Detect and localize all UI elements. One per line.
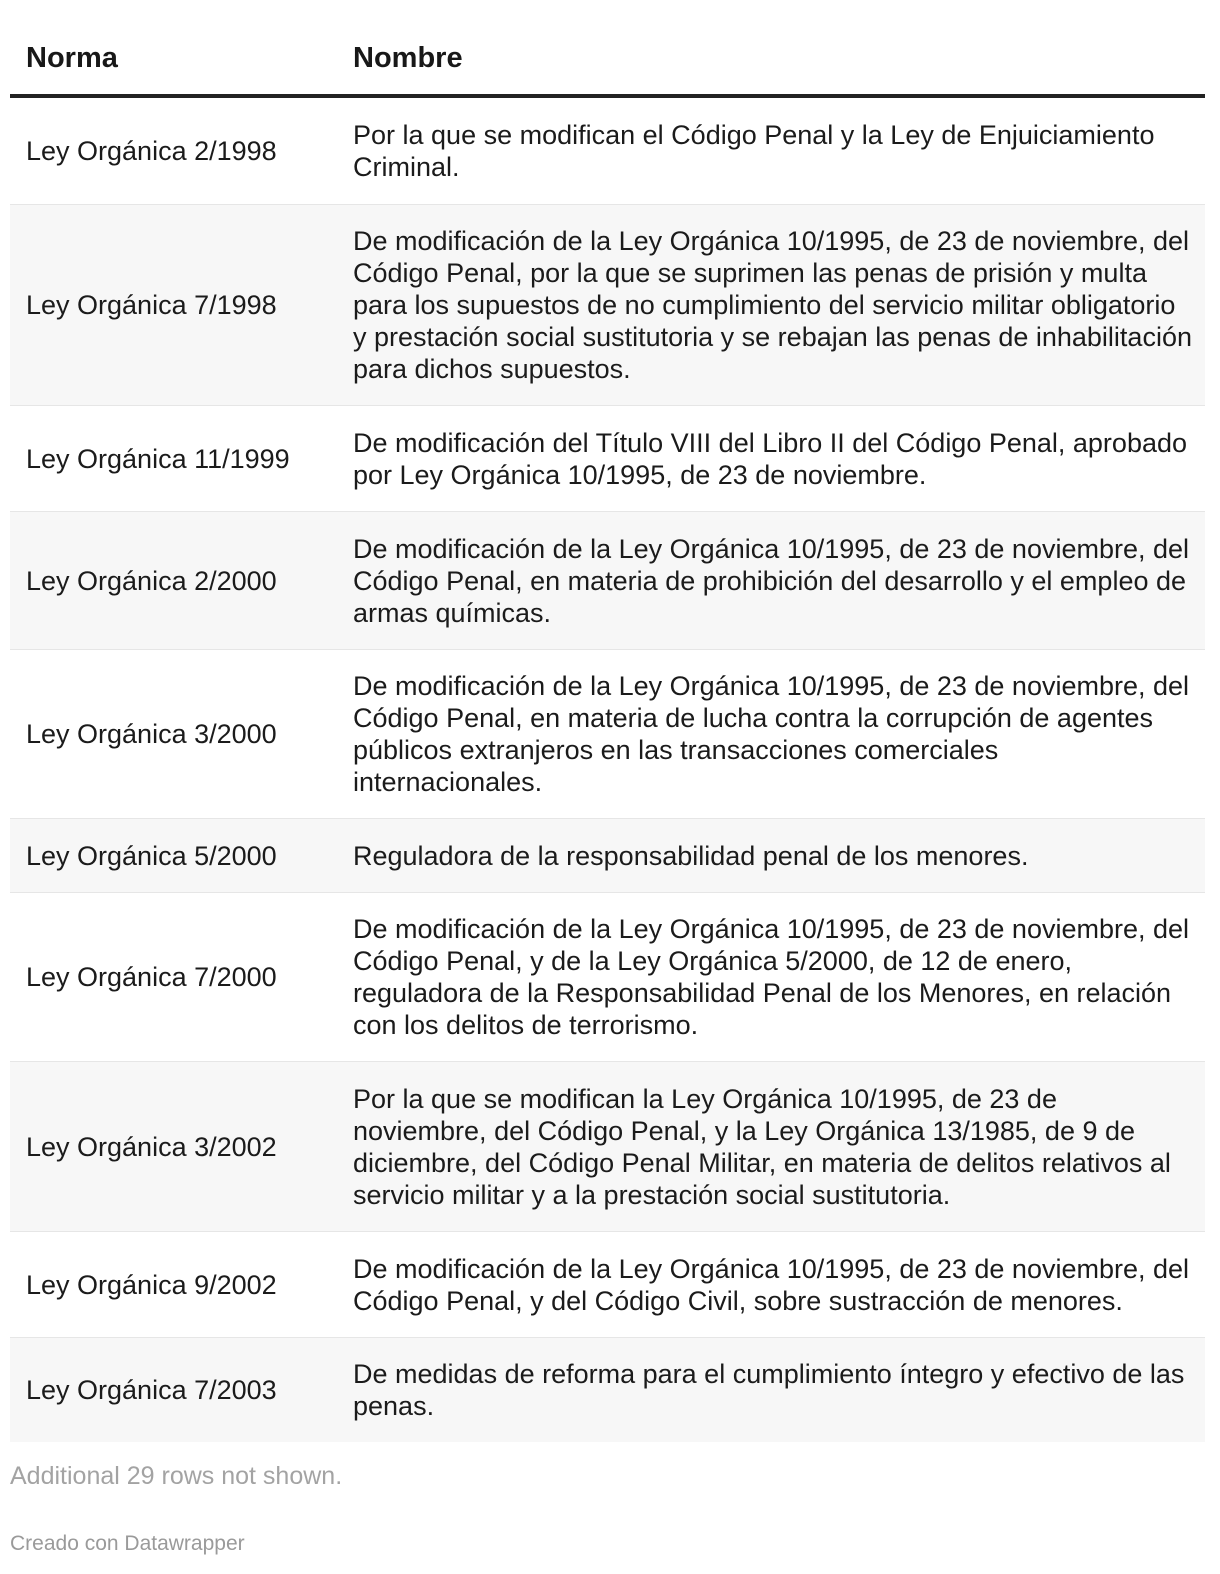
cell-norma: Ley Orgánica 2/1998 xyxy=(26,136,277,166)
cell-nombre: De modificación del Título VIII del Libro II del Código Penal, aprobado por Ley Orgánica 10/1995, de 23 de noviembre. xyxy=(353,427,1188,490)
table-row xyxy=(10,98,1205,205)
cell-norma: Ley Orgánica 7/1998 xyxy=(26,290,277,320)
table-header xyxy=(10,0,1205,98)
cell-norma: Ley Orgánica 5/2000 xyxy=(26,840,277,871)
cell-norma: Ley Orgánica 2/2000 xyxy=(26,565,277,596)
cell-norma: Ley Orgánica 11/1999 xyxy=(26,443,290,474)
cell-nombre: De modificación de la Ley Orgánica 10/1995, de 23 de noviembre, del Código Penal, en materia de lucha contra la corrupción de agentes públicos extranjeros en las transacciones comerciales internacionales. xyxy=(353,671,1190,797)
table-row xyxy=(10,1062,1205,1232)
column-header-nombre[interactable]: Nombre xyxy=(353,42,463,75)
cell-nombre: De modificación de la Ley Orgánica 10/1995, de 23 de noviembre, del Código Penal, y de la Ley Orgánica 5/2000, de 12 de enero, reguladora de la Responsabilidad Penal de los Menores, en relación con los delitos de terrorismo. xyxy=(353,914,1190,1040)
cell-nombre: De medidas de reforma para el cumplimiento íntegro y efectivo de las penas. xyxy=(353,1359,1185,1421)
cell-norma: Ley Orgánica 7/2003 xyxy=(26,1375,277,1405)
table-row xyxy=(10,819,1205,893)
table-row xyxy=(10,205,1205,406)
column-header-norma[interactable]: Norma xyxy=(26,42,118,75)
cell-norma: Ley Orgánica 3/2000 xyxy=(26,719,277,749)
cell-nombre: De modificación de la Ley Orgánica 10/1995, de 23 de noviembre, del Código Penal, por la que se suprimen las penas de prisión y multa para los supuestos de no cumplimiento del servicio militar obligatorio y prestación social sustitutoria y se rebajan las penas de inhabilitación para dichos supuestos. xyxy=(353,226,1192,384)
table-row xyxy=(10,1232,1205,1338)
table-row xyxy=(10,512,1205,650)
cell-norma: Ley Orgánica 3/2002 xyxy=(26,1131,277,1162)
cell-nombre: Por la que se modifican la Ley Orgánica 10/1995, de 23 de noviembre, del Código Penal, y la Ley Orgánica 13/1985, de 9 de diciembre, del Código Penal Militar, en materia de delitos relativos al servicio militar y a la prestación social sustitutoria. xyxy=(353,1083,1171,1210)
cell-norma: Ley Orgánica 9/2002 xyxy=(26,1269,277,1300)
table-row xyxy=(10,893,1205,1062)
rows-not-shown-note: Additional 29 rows not shown. xyxy=(10,1462,343,1490)
cell-nombre: De modificación de la Ley Orgánica 10/1995, de 23 de noviembre, del Código Penal, en materia de prohibición del desarrollo y el empleo de armas químicas. xyxy=(353,533,1190,628)
cell-nombre: Reguladora de la responsabilidad penal de los menores. xyxy=(353,840,1029,871)
cell-norma: Ley Orgánica 7/2000 xyxy=(26,962,277,992)
data-table xyxy=(10,0,1205,1442)
cell-nombre: Por la que se modifican el Código Penal y la Ley de Enjuiciamiento Criminal. xyxy=(353,120,1155,182)
table-row xyxy=(10,1338,1205,1442)
datawrapper-credit: Creado con Datawrapper xyxy=(10,1532,245,1555)
table-row xyxy=(10,406,1205,512)
cell-nombre: De modificación de la Ley Orgánica 10/1995, de 23 de noviembre, del Código Penal, y del Código Civil, sobre sustracción de menores. xyxy=(353,1253,1190,1316)
table-row xyxy=(10,650,1205,819)
